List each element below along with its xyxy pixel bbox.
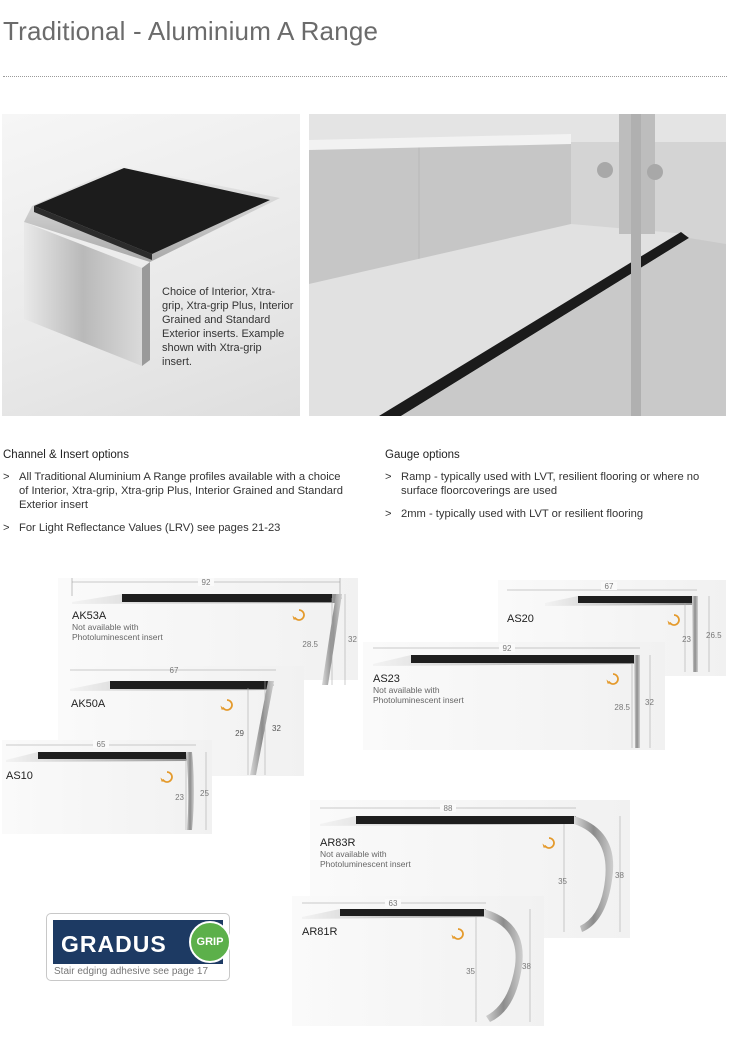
profile-name: AS10 xyxy=(6,770,33,782)
list-item: > For Light Reflectance Values (LRV) see pages 21-23 xyxy=(3,522,281,534)
profile-note-line1: Not available with xyxy=(72,622,139,632)
grip-badge-text: GRIP xyxy=(196,936,224,948)
profile-as10 xyxy=(2,740,212,834)
dim-width: 92 xyxy=(502,644,512,653)
dim-height-outer: 32 xyxy=(645,698,654,707)
page-title: Traditional - Aluminium A Range xyxy=(3,16,379,46)
profile-name: AK50A xyxy=(71,698,106,710)
profile-note-line1: Not available with xyxy=(320,849,387,859)
grip-badge xyxy=(189,921,231,963)
dim-height-outer: 32 xyxy=(348,635,357,644)
profile-name: AK53A xyxy=(72,610,107,622)
profile-note-line2: Photoluminescent insert xyxy=(373,695,464,705)
dim-width: 65 xyxy=(96,740,106,749)
dim-width: 92 xyxy=(201,578,211,587)
dim-width: 67 xyxy=(169,666,179,675)
dim-height-outer: 32 xyxy=(272,724,281,733)
dim-height-outer: 26.5 xyxy=(706,631,722,640)
channel-insert-options xyxy=(3,449,348,544)
list-item: > All Traditional Aluminium A Range profiles available with a choice of Interior, Xtra-grip, Xtra-grip Plus, Interior Grained and Standard Exterior insert xyxy=(3,471,343,511)
nosing-illustration xyxy=(2,114,300,416)
dim-height-inner: 28.5 xyxy=(614,703,630,712)
profile-name: AS20 xyxy=(507,613,534,625)
dim-width: 88 xyxy=(443,804,453,813)
list-item: > 2mm - typically used with LVT or resilient flooring xyxy=(385,508,644,520)
dim-height-inner: 35 xyxy=(466,967,475,976)
channel-options-heading: Channel & Insert options xyxy=(3,449,129,461)
logo-bar xyxy=(53,920,223,964)
dim-height-inner: 35 xyxy=(558,877,567,886)
gradus-grip-logo xyxy=(46,913,230,981)
profile-name: AR83R xyxy=(320,837,356,849)
gauge-options-heading: Gauge options xyxy=(385,449,460,461)
dim-height-inner: 23 xyxy=(682,635,691,644)
stair-illustration xyxy=(309,114,726,416)
profile-note-line2: Photoluminescent insert xyxy=(320,859,411,869)
product-photo-stair xyxy=(309,114,726,416)
dim-height-inner: 28.5 xyxy=(302,640,318,649)
dim-height-outer: 38 xyxy=(522,962,531,971)
dim-height-outer: 38 xyxy=(615,871,624,880)
logo-caption: Stair edging adhesive see page 17 xyxy=(54,966,209,977)
dim-height-inner: 23 xyxy=(175,793,184,802)
photo-caption: Choice of Interior, Xtra-grip, Xtra-grip Plus, Interior Grained and Standard Exterior inserts. Example shown with Xtra-grip insert. xyxy=(162,286,294,368)
dim-width: 63 xyxy=(388,899,398,908)
profile-note-line1: Not available with xyxy=(373,685,440,695)
profile-name: AS23 xyxy=(373,673,400,685)
dim-width: 67 xyxy=(604,582,614,591)
list-item: > Ramp - typically used with LVT, resilient flooring or where no surface floorcoverings are used xyxy=(385,471,700,497)
profile-note-line2: Photoluminescent insert xyxy=(72,632,163,642)
dim-height-outer: 25 xyxy=(200,789,209,798)
profile-ar81r xyxy=(292,896,544,1026)
dim-height-inner: 29 xyxy=(235,729,244,738)
dotted-divider xyxy=(3,76,727,77)
profile-name: AR81R xyxy=(302,926,338,938)
profile-as23 xyxy=(363,642,665,750)
gauge-options xyxy=(385,449,725,530)
brand-wordmark: GRADUS xyxy=(61,931,167,957)
product-photo-nosing xyxy=(2,114,300,416)
